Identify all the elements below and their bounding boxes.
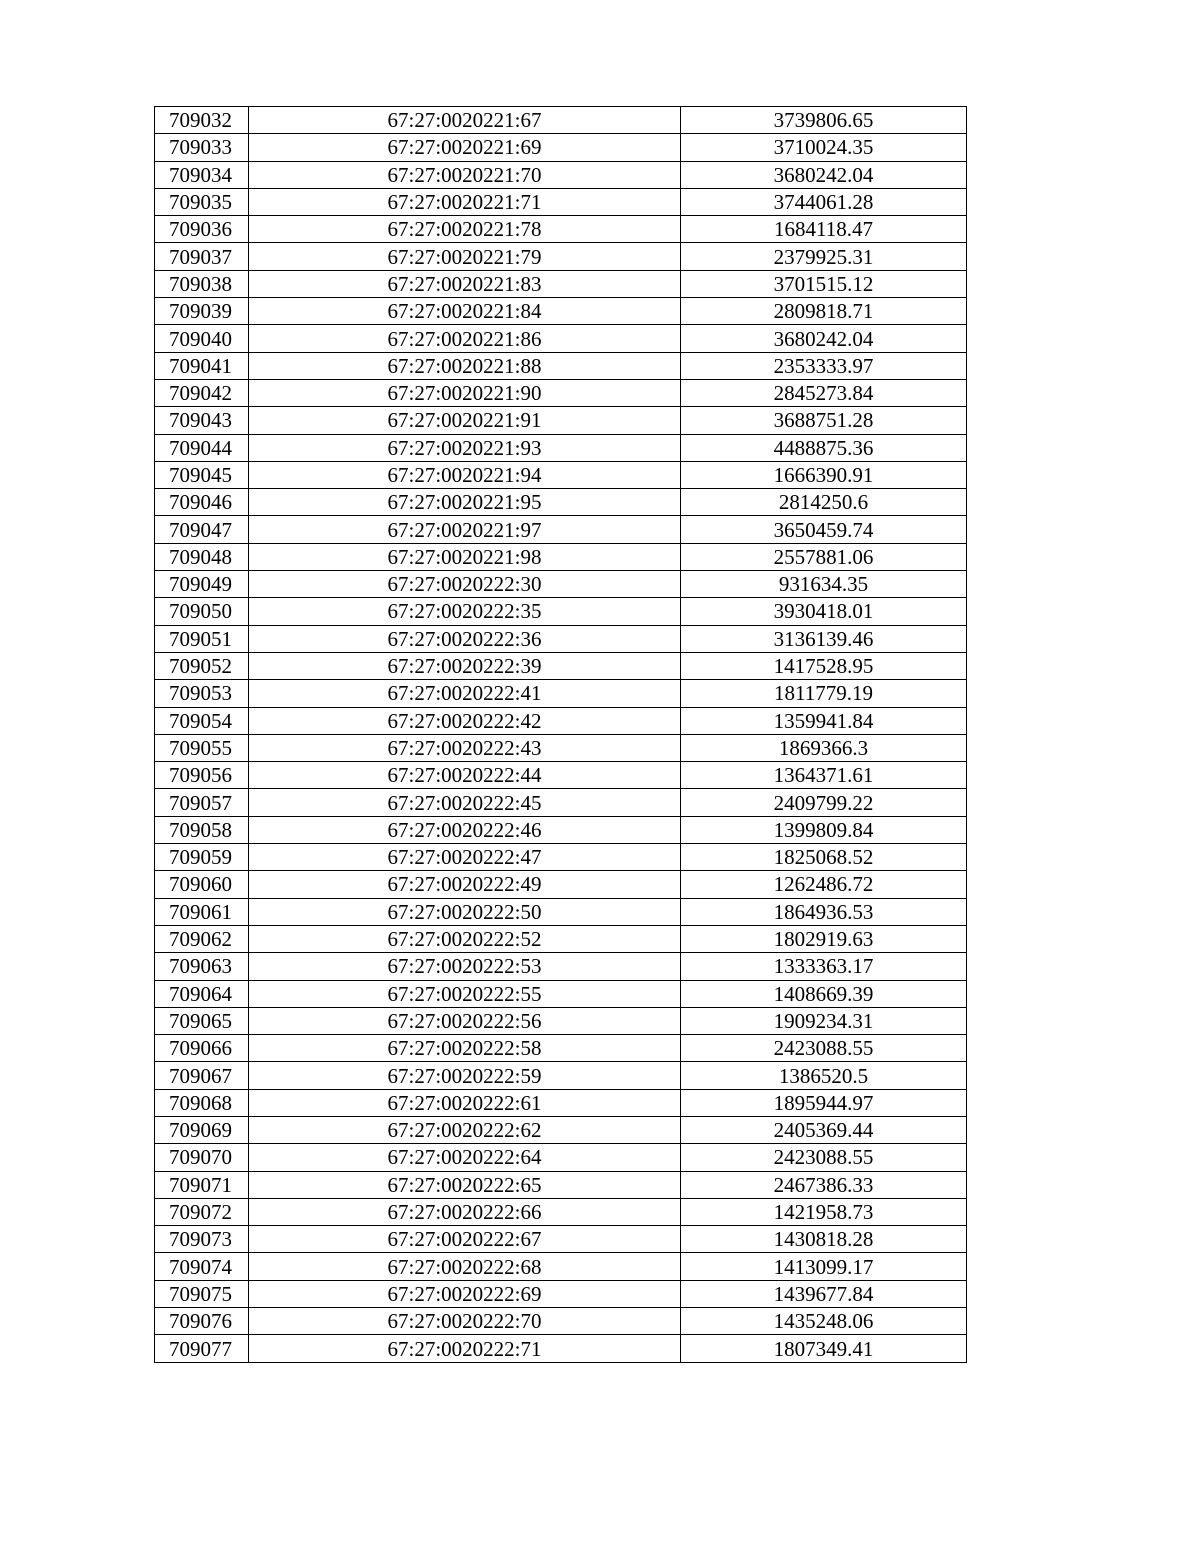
cadastral-value-cell: 2379925.31	[681, 243, 967, 270]
cadastral-value-cell: 3701515.12	[681, 270, 967, 297]
row-number-cell: 709034	[155, 161, 249, 188]
row-number-cell: 709038	[155, 270, 249, 297]
table-row	[155, 270, 967, 297]
cadastral-value-cell: 1408669.39	[681, 980, 967, 1007]
cadastral-number-cell: 67:27:0020222:70	[249, 1308, 681, 1335]
row-number-cell: 709061	[155, 898, 249, 925]
table-row	[155, 1226, 967, 1253]
row-number-cell: 709054	[155, 707, 249, 734]
table-row	[155, 571, 967, 598]
row-number-cell: 709048	[155, 543, 249, 570]
table-row	[155, 925, 967, 952]
table-row	[155, 379, 967, 406]
table-row	[155, 871, 967, 898]
row-number-cell: 709045	[155, 461, 249, 488]
table-row	[155, 188, 967, 215]
row-number-cell: 709058	[155, 816, 249, 843]
cadastral-number-cell: 67:27:0020222:41	[249, 680, 681, 707]
cadastral-number-cell: 67:27:0020222:56	[249, 1007, 681, 1034]
table-row	[155, 789, 967, 816]
cadastral-value-cell: 2557881.06	[681, 543, 967, 570]
row-number-cell: 709036	[155, 216, 249, 243]
table-row	[155, 407, 967, 434]
row-number-cell: 709071	[155, 1171, 249, 1198]
table-row	[155, 107, 967, 134]
cadastral-value-cell: 1825068.52	[681, 844, 967, 871]
table-row	[155, 325, 967, 352]
cadastral-value-cell: 1421958.73	[681, 1198, 967, 1225]
cadastral-value-cell: 3710024.35	[681, 134, 967, 161]
cadastral-number-cell: 67:27:0020222:61	[249, 1089, 681, 1116]
cadastral-value-cell: 2423088.55	[681, 1144, 967, 1171]
cadastral-value-cell: 1909234.31	[681, 1007, 967, 1034]
cadastral-value-cell: 1262486.72	[681, 871, 967, 898]
cadastral-value-cell: 3680242.04	[681, 325, 967, 352]
table-row	[155, 844, 967, 871]
table-row	[155, 898, 967, 925]
cadastral-number-cell: 67:27:0020222:67	[249, 1226, 681, 1253]
cadastral-value-cell: 931634.35	[681, 571, 967, 598]
row-number-cell: 709046	[155, 489, 249, 516]
cadastral-number-cell: 67:27:0020222:55	[249, 980, 681, 1007]
row-number-cell: 709076	[155, 1308, 249, 1335]
table-row	[155, 1335, 967, 1362]
cadastral-number-cell: 67:27:0020221:98	[249, 543, 681, 570]
row-number-cell: 709066	[155, 1035, 249, 1062]
cadastral-value-cell: 3930418.01	[681, 598, 967, 625]
table-row	[155, 243, 967, 270]
row-number-cell: 709042	[155, 379, 249, 406]
cadastral-number-cell: 67:27:0020221:88	[249, 352, 681, 379]
table-row	[155, 598, 967, 625]
row-number-cell: 709039	[155, 298, 249, 325]
cadastral-value-cell: 2809818.71	[681, 298, 967, 325]
table-row	[155, 434, 967, 461]
table-row	[155, 489, 967, 516]
table-row	[155, 352, 967, 379]
table-row	[155, 298, 967, 325]
row-number-cell: 709077	[155, 1335, 249, 1362]
cadastral-value-cell: 1802919.63	[681, 925, 967, 952]
table-row	[155, 816, 967, 843]
table-row	[155, 1308, 967, 1335]
row-number-cell: 709059	[155, 844, 249, 871]
table-row	[155, 1116, 967, 1143]
row-number-cell: 709047	[155, 516, 249, 543]
cadastral-value-cell: 1864936.53	[681, 898, 967, 925]
cadastral-number-cell: 67:27:0020222:71	[249, 1335, 681, 1362]
row-number-cell: 709072	[155, 1198, 249, 1225]
cadastral-number-cell: 67:27:0020222:30	[249, 571, 681, 598]
cadastral-number-cell: 67:27:0020221:90	[249, 379, 681, 406]
cadastral-number-cell: 67:27:0020221:93	[249, 434, 681, 461]
row-number-cell: 709064	[155, 980, 249, 1007]
cadastral-value-cell: 1684118.47	[681, 216, 967, 243]
table-row	[155, 134, 967, 161]
cadastral-value-cell: 1895944.97	[681, 1089, 967, 1116]
cadastral-number-cell: 67:27:0020222:64	[249, 1144, 681, 1171]
row-number-cell: 709033	[155, 134, 249, 161]
table-row	[155, 1007, 967, 1034]
cadastral-value-cell: 1807349.41	[681, 1335, 967, 1362]
table-row	[155, 543, 967, 570]
row-number-cell: 709050	[155, 598, 249, 625]
row-number-cell: 709043	[155, 407, 249, 434]
cadastral-number-cell: 67:27:0020222:59	[249, 1062, 681, 1089]
row-number-cell: 709068	[155, 1089, 249, 1116]
cadastral-value-cell: 3650459.74	[681, 516, 967, 543]
row-number-cell: 709041	[155, 352, 249, 379]
row-number-cell: 709035	[155, 188, 249, 215]
cadastral-number-cell: 67:27:0020221:70	[249, 161, 681, 188]
row-number-cell: 709044	[155, 434, 249, 461]
cadastral-number-cell: 67:27:0020222:52	[249, 925, 681, 952]
row-number-cell: 709062	[155, 925, 249, 952]
cadastral-value-table	[154, 106, 967, 1363]
table-row	[155, 516, 967, 543]
cadastral-value-cell: 1359941.84	[681, 707, 967, 734]
cadastral-number-cell: 67:27:0020222:47	[249, 844, 681, 871]
cadastral-number-cell: 67:27:0020221:94	[249, 461, 681, 488]
cadastral-value-cell: 2409799.22	[681, 789, 967, 816]
cadastral-number-cell: 67:27:0020221:79	[249, 243, 681, 270]
cadastral-number-cell: 67:27:0020221:67	[249, 107, 681, 134]
cadastral-value-cell: 2423088.55	[681, 1035, 967, 1062]
cadastral-value-cell: 3744061.28	[681, 188, 967, 215]
table-row	[155, 953, 967, 980]
cadastral-value-cell: 1417528.95	[681, 652, 967, 679]
row-number-cell: 709032	[155, 107, 249, 134]
cadastral-number-cell: 67:27:0020222:35	[249, 598, 681, 625]
cadastral-number-cell: 67:27:0020221:91	[249, 407, 681, 434]
cadastral-number-cell: 67:27:0020222:66	[249, 1198, 681, 1225]
cadastral-value-cell: 1435248.06	[681, 1308, 967, 1335]
table-row	[155, 1144, 967, 1171]
table-row	[155, 1198, 967, 1225]
cadastral-number-cell: 67:27:0020222:42	[249, 707, 681, 734]
table-row	[155, 1171, 967, 1198]
row-number-cell: 709057	[155, 789, 249, 816]
cadastral-number-cell: 67:27:0020222:49	[249, 871, 681, 898]
cadastral-value-cell: 1364371.61	[681, 762, 967, 789]
cadastral-number-cell: 67:27:0020221:83	[249, 270, 681, 297]
cadastral-value-cell: 3136139.46	[681, 625, 967, 652]
row-number-cell: 709074	[155, 1253, 249, 1280]
row-number-cell: 709037	[155, 243, 249, 270]
cadastral-value-cell: 1399809.84	[681, 816, 967, 843]
row-number-cell: 709063	[155, 953, 249, 980]
cadastral-value-cell: 1413099.17	[681, 1253, 967, 1280]
row-number-cell: 709055	[155, 734, 249, 761]
cadastral-number-cell: 67:27:0020221:95	[249, 489, 681, 516]
table-row	[155, 680, 967, 707]
table-row	[155, 161, 967, 188]
cadastral-number-cell: 67:27:0020222:43	[249, 734, 681, 761]
cadastral-value-cell: 1666390.91	[681, 461, 967, 488]
row-number-cell: 709060	[155, 871, 249, 898]
cadastral-number-cell: 67:27:0020222:46	[249, 816, 681, 843]
cadastral-number-cell: 67:27:0020222:50	[249, 898, 681, 925]
cadastral-value-cell: 4488875.36	[681, 434, 967, 461]
cadastral-value-cell: 1333363.17	[681, 953, 967, 980]
cadastral-value-cell: 1430818.28	[681, 1226, 967, 1253]
table-row	[155, 980, 967, 1007]
row-number-cell: 709040	[155, 325, 249, 352]
row-number-cell: 709051	[155, 625, 249, 652]
cadastral-value-cell: 2814250.6	[681, 489, 967, 516]
cadastral-number-cell: 67:27:0020221:97	[249, 516, 681, 543]
table-row	[155, 652, 967, 679]
cadastral-value-cell: 2353333.97	[681, 352, 967, 379]
table-row	[155, 1035, 967, 1062]
table-row	[155, 1253, 967, 1280]
table-body	[155, 107, 967, 1363]
cadastral-number-cell: 67:27:0020221:69	[249, 134, 681, 161]
table-row	[155, 762, 967, 789]
row-number-cell: 709049	[155, 571, 249, 598]
cadastral-number-cell: 67:27:0020222:69	[249, 1280, 681, 1307]
cadastral-value-cell: 2467386.33	[681, 1171, 967, 1198]
row-number-cell: 709065	[155, 1007, 249, 1034]
cadastral-number-cell: 67:27:0020222:53	[249, 953, 681, 980]
cadastral-number-cell: 67:27:0020222:58	[249, 1035, 681, 1062]
row-number-cell: 709070	[155, 1144, 249, 1171]
row-number-cell: 709073	[155, 1226, 249, 1253]
cadastral-value-cell: 1386520.5	[681, 1062, 967, 1089]
cadastral-number-cell: 67:27:0020222:39	[249, 652, 681, 679]
row-number-cell: 709056	[155, 762, 249, 789]
cadastral-value-cell: 1439677.84	[681, 1280, 967, 1307]
table-row	[155, 216, 967, 243]
cadastral-number-cell: 67:27:0020222:45	[249, 789, 681, 816]
cadastral-number-cell: 67:27:0020222:36	[249, 625, 681, 652]
row-number-cell: 709052	[155, 652, 249, 679]
row-number-cell: 709069	[155, 1116, 249, 1143]
cadastral-value-cell: 2845273.84	[681, 379, 967, 406]
row-number-cell: 709053	[155, 680, 249, 707]
cadastral-value-cell: 3680242.04	[681, 161, 967, 188]
table-row	[155, 1062, 967, 1089]
cadastral-number-cell: 67:27:0020221:84	[249, 298, 681, 325]
cadastral-number-cell: 67:27:0020221:86	[249, 325, 681, 352]
table-row	[155, 707, 967, 734]
row-number-cell: 709075	[155, 1280, 249, 1307]
cadastral-number-cell: 67:27:0020221:78	[249, 216, 681, 243]
cadastral-value-cell: 1811779.19	[681, 680, 967, 707]
cadastral-number-cell: 67:27:0020222:62	[249, 1116, 681, 1143]
cadastral-number-cell: 67:27:0020221:71	[249, 188, 681, 215]
cadastral-value-cell: 1869366.3	[681, 734, 967, 761]
cadastral-number-cell: 67:27:0020222:65	[249, 1171, 681, 1198]
row-number-cell: 709067	[155, 1062, 249, 1089]
table-row	[155, 1280, 967, 1307]
table-row	[155, 461, 967, 488]
table-row	[155, 734, 967, 761]
cadastral-number-cell: 67:27:0020222:68	[249, 1253, 681, 1280]
cadastral-value-cell: 3688751.28	[681, 407, 967, 434]
table-row	[155, 625, 967, 652]
cadastral-number-cell: 67:27:0020222:44	[249, 762, 681, 789]
table-row	[155, 1089, 967, 1116]
cadastral-value-cell: 3739806.65	[681, 107, 967, 134]
cadastral-value-cell: 2405369.44	[681, 1116, 967, 1143]
